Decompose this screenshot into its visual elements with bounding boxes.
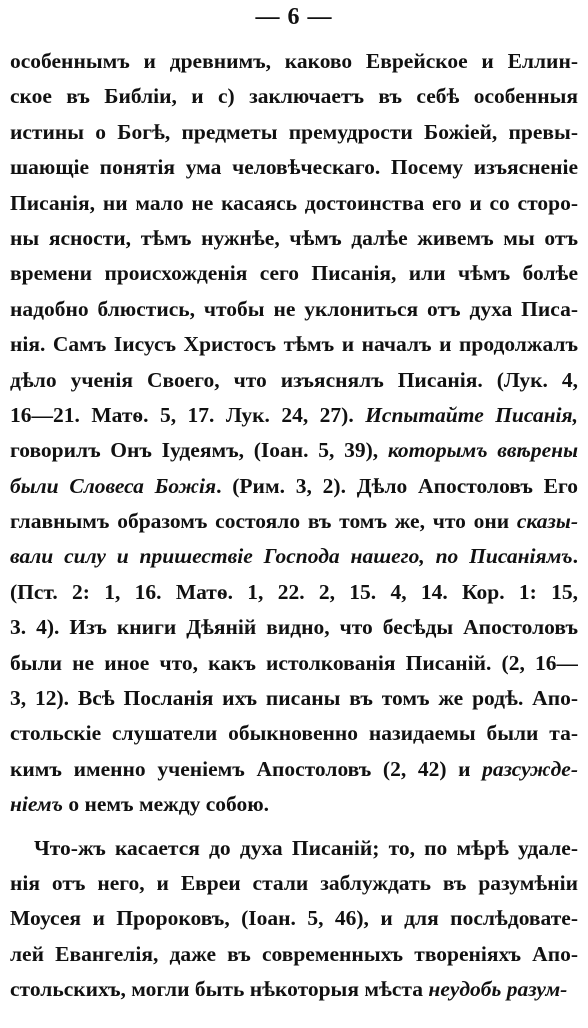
text-segment: нія. Самъ Іисусъ Христосъ тѣмъ и началъ и продолжалъ	[10, 332, 578, 357]
paragraph-1	[10, 44, 578, 823]
text-line	[10, 972, 578, 1007]
text-segment: кимъ именно ученіемъ Апостоловъ (2, 42) и	[10, 756, 483, 781]
text-line	[10, 256, 578, 291]
text-line	[10, 646, 578, 681]
text-segment: о немъ между собою.	[62, 792, 270, 817]
text-segment: времени происхожденія сего Писанія, или чѣмъ болѣе	[10, 261, 578, 286]
text-segment: стольскихъ, могли быть нѣкоторыя мѣста	[10, 977, 429, 1002]
text-segment: нія отъ него, и Евреи стали заблуждать въ разумѣніи	[10, 870, 578, 895]
text-line	[10, 831, 578, 866]
body-text	[10, 44, 578, 1008]
text-line	[10, 327, 578, 362]
text-line	[10, 44, 578, 79]
text-segment: Писанія, ни мало не касаясь достоинства его и со сторо-	[10, 190, 578, 215]
text-line	[10, 221, 578, 256]
paragraph-2	[10, 831, 578, 1008]
text-segment: главнымъ образомъ состояло въ томъ же, что они	[10, 509, 517, 534]
text-segment: были не иное что, какъ истолкованія Писаній. (2, 16—	[10, 650, 578, 675]
italic-text-segment: неудобь разум-	[428, 977, 568, 1002]
text-segment: Что-жъ касается до духа Писаній; то, по мѣрѣ удале-	[34, 835, 578, 860]
text-segment: . (Рим. 3, 2). Дѣло Апостоловъ Его	[216, 473, 578, 498]
text-segment: особеннымъ и древнимъ, каково Еврейское и Еллин-	[10, 49, 578, 73]
italic-text-segment: сказы-	[516, 509, 578, 534]
text-line	[10, 433, 578, 468]
text-segment: (Пст. 2: 1, 16. Матѳ. 1, 22. 2, 15. 4, 14. Кор. 1: 15,	[10, 579, 578, 604]
text-segment: Моусея и Пророковъ, (Іоан. 5, 46), и для послѣдовате-	[10, 906, 578, 931]
italic-text-segment: разсужде-	[482, 756, 578, 781]
text-segment: истины о Богѣ, предметы премудрости Божіей, превы-	[10, 119, 578, 144]
page-number: — 6 —	[255, 4, 333, 30]
text-line	[10, 787, 578, 822]
italic-text-segment: которымъ ввѣрены	[387, 438, 578, 463]
italic-text-segment: были Словеса Божія	[10, 473, 217, 498]
text-line	[10, 292, 578, 327]
text-segment: ны ясности, тѣмъ нужнѣе, чѣмъ далѣе живемъ мы отъ	[10, 225, 578, 250]
text-line	[10, 79, 578, 114]
text-line	[10, 186, 578, 221]
text-line	[10, 363, 578, 398]
text-line	[10, 901, 578, 936]
text-line	[10, 504, 578, 539]
text-line	[10, 469, 578, 504]
text-line	[10, 150, 578, 185]
paragraph-gap	[10, 823, 578, 831]
text-segment: говорилъ Онъ Іудеямъ, (Іоан. 5, 39),	[10, 438, 388, 463]
text-segment: надобно блюстись, чтобы не уклониться отъ духа Писа-	[10, 296, 578, 321]
italic-text-segment: вали силу и пришествіе Господа нашего, по Писаніямъ	[10, 544, 573, 569]
italic-text-segment: Испытайте Писанія,	[365, 402, 578, 427]
italic-text-segment: ніемъ	[10, 792, 63, 817]
text-segment: шающіе понятія ума человѣческаго. Посему изъясненіе	[10, 155, 578, 180]
text-segment: лей Евангелія, даже въ современныхъ твореніяхъ Апо-	[10, 941, 578, 966]
text-segment: 3. 4). Изъ книги Дѣяній видно, что бесѣды Апостоловъ	[10, 615, 578, 640]
text-segment: ское въ Библіи, и с) заключаетъ въ себѣ особенныя	[10, 84, 578, 109]
text-segment: дѣло ученія Своего, что изъяснялъ Писанія. (Лук. 4,	[10, 367, 578, 392]
text-segment: стольскіе слушатели обыкновенно назидаемы были та-	[10, 721, 578, 746]
text-line	[10, 398, 578, 433]
text-line	[10, 937, 578, 972]
text-line	[10, 539, 578, 574]
text-line	[10, 610, 578, 645]
text-line	[10, 866, 578, 901]
text-line	[10, 115, 578, 150]
text-segment: 16—21. Матѳ. 5, 17. Лук. 24, 27).	[10, 402, 366, 427]
text-line	[10, 716, 578, 751]
text-line	[10, 575, 578, 610]
text-line	[10, 681, 578, 716]
text-line	[10, 752, 578, 787]
text-segment: 3, 12). Всѣ Посланія ихъ писаны въ томъ же родѣ. Апо-	[10, 686, 578, 711]
text-segment: .	[572, 544, 578, 569]
